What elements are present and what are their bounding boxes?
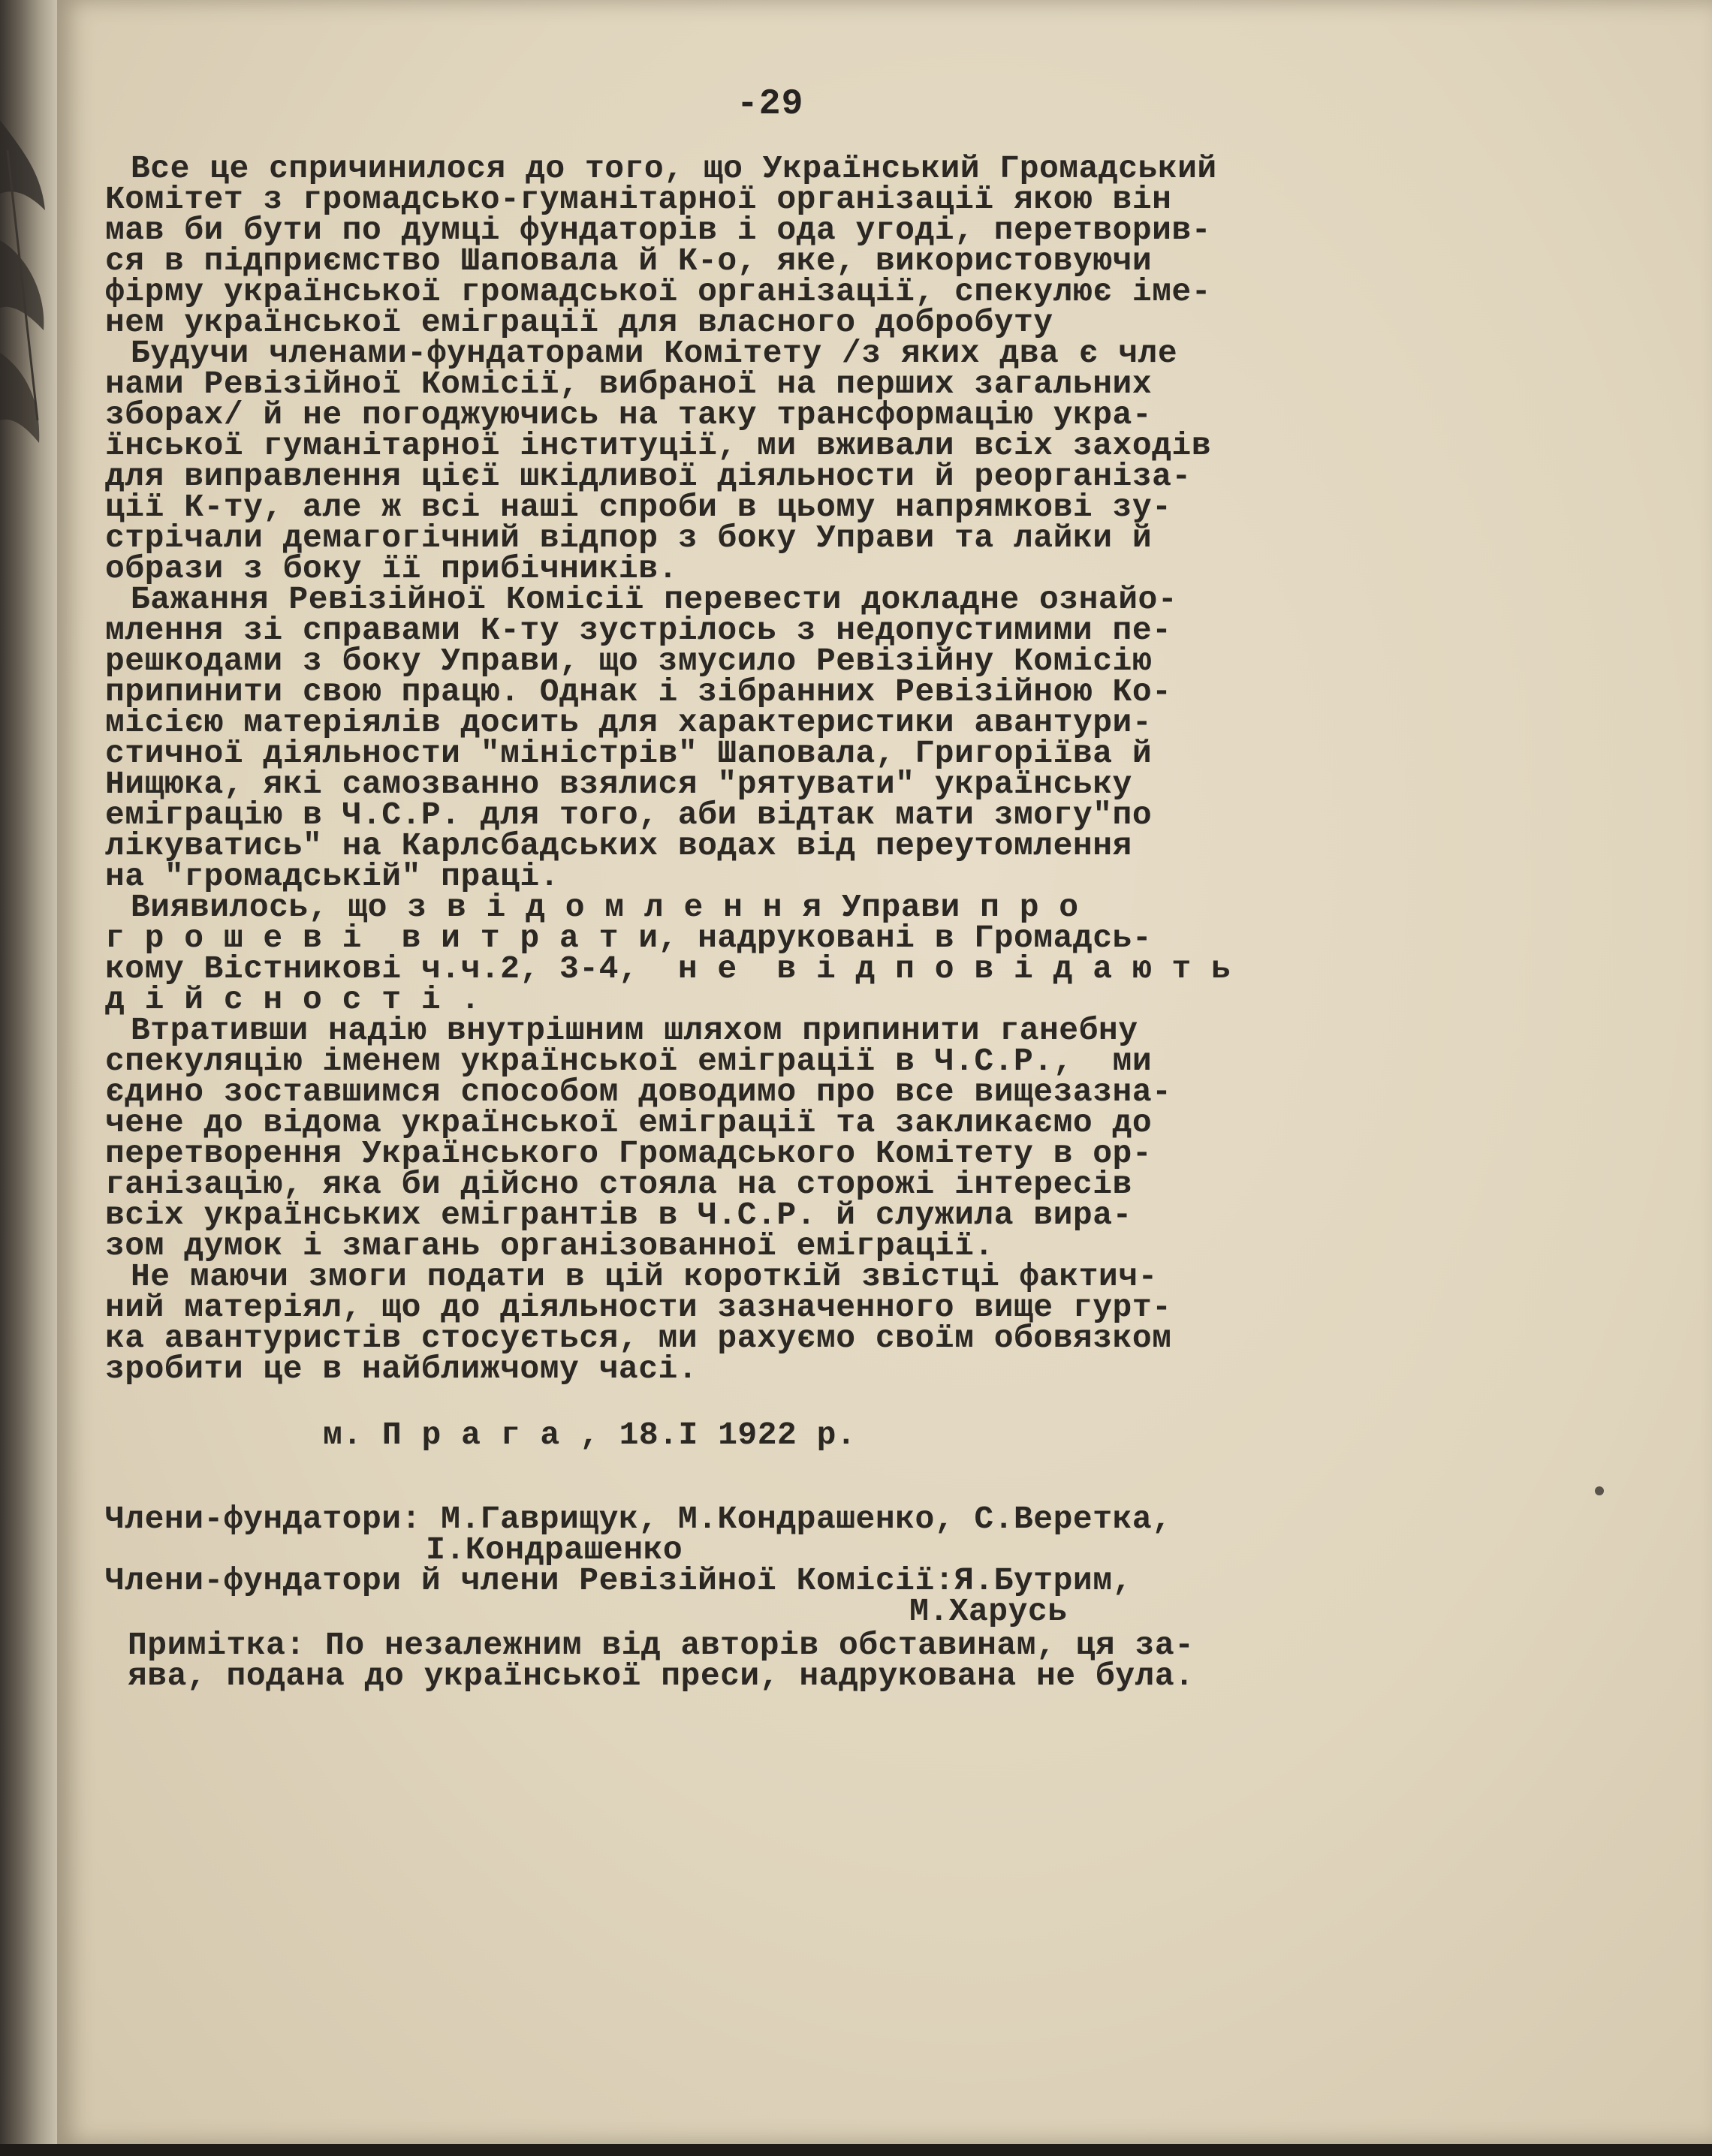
text-line: зробити це в найближчому часі. — [105, 1351, 698, 1387]
text-line: мав би бути по думці фундаторів і ода угоді, перетворив- — [105, 212, 1212, 248]
text-line: ка авантуристів стосується, ми рахуємо своїм обовязком — [105, 1320, 1172, 1357]
text-line: д і й с н о с т і . — [105, 981, 481, 1018]
text-line: зом думок і змагань організованної еміграції. — [105, 1227, 994, 1264]
text-line: припинити свою працю. Однак і зібранних Ревізійною Ко- — [105, 673, 1172, 710]
text-line: перетворення Українського Громадського Комітету в ор- — [105, 1135, 1153, 1172]
text-line: на "громадській" праці. — [105, 858, 559, 895]
paragraph-2 — [105, 335, 1487, 587]
spacer — [105, 1384, 1487, 1415]
text-line: нами Ревізійної Комісії, вибраної на перших загальних — [105, 366, 1153, 402]
text-line: кому Вістникові ч.ч.2, 3-4, н е в і д п о в і д а ю т ь — [105, 950, 1231, 987]
text-line: зборах/ й не погоджуючись на таку трансформацію укра- — [105, 396, 1153, 433]
text-line: Будучи членами-фундаторами Комітету /з яких два є чле — [131, 335, 1178, 372]
text-line: ся в підприємство Шаповала й К-о, яке, використовуючи — [105, 242, 1153, 279]
text-line: г р о ш е в і в и т р а т и, надруковані в Громадсь- — [105, 920, 1153, 956]
page-number: -29 — [737, 84, 804, 125]
text-line: Нищюка, які самозванно взялися "рятувати" українську — [105, 766, 1132, 802]
paragraph-5 — [105, 1012, 1487, 1264]
signature-line: I.Кондрашенко — [90, 1531, 683, 1568]
spacer — [105, 1450, 1487, 1481]
signatures — [60, 1501, 1487, 1630]
text-line: ганізацію, яка би дійсно стояла на сторожі інтересів — [105, 1166, 1132, 1203]
note-line: Примітка: По незалежним від авторів обставинам, ця за- — [128, 1627, 1195, 1664]
text-line: Бажання Ревізійної Комісії перевести докладне ознайо- — [131, 581, 1178, 618]
text-line: чене до відома української еміграції та закликаємо до — [105, 1104, 1153, 1141]
text-line: всіх українських емігрантів в Ч.С.Р. й служила вира- — [105, 1197, 1132, 1233]
paragraph-1 — [105, 150, 1487, 341]
text-line: Комітет з громадсько-гуманітарної організації якою він — [105, 181, 1172, 218]
text-line: решкодами з боку Управи, що змусило Ревізійну Комісію — [105, 643, 1153, 679]
text-line: ний матеріял, що до діяльности зазначенного вище гурт- — [105, 1289, 1172, 1326]
text-line: нем української еміграції для власного добробуту — [105, 304, 1053, 341]
footnote — [105, 1627, 1487, 1694]
text-line: стичної діяльности "міністрів" Шаповала, Григоріїва й — [105, 735, 1153, 772]
binding-ornament — [0, 105, 53, 458]
text-line: їнської гуманітарної інституції, ми вживали всіх заходів — [105, 427, 1212, 464]
text-line: для виправлення цієї шкідливої діяльности й реорганіза- — [105, 458, 1192, 495]
text-line: Втративши надію внутрішним шляхом припинити ганебну — [131, 1012, 1138, 1049]
date-line: м. П р а г а , 18.I 1922 р. — [323, 1417, 857, 1453]
text-line: еміграцію в Ч.С.Р. для того, аби відтак мати змогу"по — [105, 796, 1153, 833]
text-line: ції К-ту, але ж всі наші спроби в цьому напрямкові зу- — [105, 489, 1172, 525]
text-line: образи з боку її прибічників. — [105, 550, 678, 587]
text-line: лікуватись" на Карлсбадських водах від переутомлення — [105, 827, 1132, 864]
note-line: ява, подана до української преси, надрукована не була. — [128, 1658, 1195, 1694]
text-line: місією матеріялів досить для характеристики авантури- — [105, 704, 1153, 741]
ink-speck — [1595, 1486, 1604, 1495]
signature-line: М.Харусь — [60, 1593, 1068, 1630]
text-line: стрічали демагогічний відпор з боку Управи та лайки й — [105, 519, 1153, 556]
text-line: млення зі справами К-ту зустрілось з недопустимими пе- — [105, 612, 1172, 649]
paragraph-6 — [105, 1258, 1487, 1387]
signature-line: Члени-фундатори й члени Ревізійної Комісії:Я.Бутрим, — [105, 1562, 1132, 1599]
text-line: Виявилось, що з в і д о м л е н н я Управи п р о — [131, 889, 1079, 926]
document-body — [60, 150, 1487, 1694]
text-line: Не маючи змоги подати в цій короткій звістці фактич- — [131, 1258, 1158, 1295]
text-line: Все це спричинилося до того, що Український Громадський — [131, 150, 1217, 187]
text-line: спекуляцію іменем української еміграції в Ч.С.Р., ми — [105, 1043, 1153, 1080]
text-line: фірму української громадської організації, спекулює іме- — [105, 273, 1212, 310]
paragraph-3 — [105, 581, 1487, 895]
paragraph-4 — [105, 889, 1487, 1018]
text-line: єдино зоставшимся способом доводимо про все вищезазна- — [105, 1073, 1172, 1110]
signature-line: Члени-фундатори: М.Гаврищук, М.Кондрашенко, С.Веретка, — [105, 1501, 1172, 1537]
scan-bottom-edge — [0, 2144, 1712, 2156]
